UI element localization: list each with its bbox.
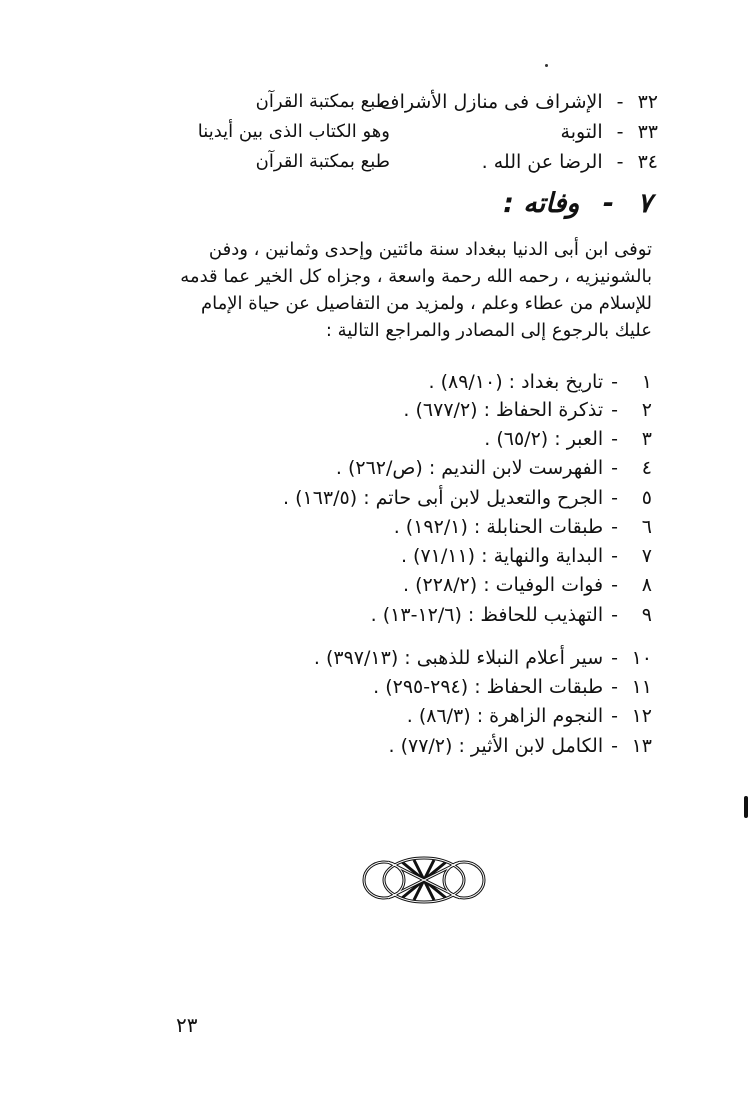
work-item (88, 118, 658, 148)
paragraph-line: عليك بالرجوع إلى المصادر والمراجع التالية : (325, 320, 652, 341)
reference-item: ٤-الفهرست لابن النديم : (ص/٢٦٢) . (336, 454, 652, 482)
reference-number: ٢ (641, 399, 652, 421)
work-title: ٣٣ - التوبة (560, 121, 658, 143)
reference-text: الجرح والتعديل لابن أبى حاتم : (١٦٣/٥) . (283, 487, 604, 509)
knot-ornament-icon (358, 848, 490, 912)
reference-text: البداية والنهاية : (٧١/١١) . (400, 545, 604, 567)
work-note: طبع بمكتبة القرآن (255, 91, 390, 112)
reference-number: ١١ (631, 676, 652, 698)
work-title-text: الرضا عن الله . (481, 151, 603, 173)
reference-item: ١٠-سير أعلام النبلاء للذهبى : (٣٩٧/١٣) . (314, 644, 652, 672)
reference-text: فوات الوفيات : (٢٢٨/٢) . (403, 574, 604, 596)
paragraph-line: توفى ابن أبى الدنيا ببغداد سنة مائتين وإحدى وثمانين ، ودفن (208, 239, 652, 260)
reference-item: ١٣-الكامل لابن الأثير : (٧٧/٢) . (389, 732, 653, 760)
reference-item: ٨-فوات الوفيات : (٢٢٨/٢) . (403, 571, 652, 599)
work-title: ٣٢ - الإشراف فى منازل الأشراف (379, 91, 658, 113)
reference-text: تاريخ بغداد : (٨٩/١٠) . (428, 371, 604, 393)
reference-number: ١٢ (631, 705, 652, 727)
reference-text: تذكرة الحفاظ : (٦٧٧/٢) . (403, 399, 604, 421)
reference-text: طبقات الحفاظ : (٢٩٤-٢٩٥) . (373, 676, 604, 698)
reference-item: ٣-العبر : (٦٥/٢) . (484, 425, 652, 453)
reference-number: ٧ (641, 545, 652, 567)
work-title-text: التوبة (560, 121, 603, 143)
reference-number: ٤ (641, 457, 652, 479)
reference-item: ٩-التهذيب للحافظ : (١٢/٦-١٣) . (371, 601, 652, 629)
reference-number: ٥ (641, 487, 652, 509)
reference-number: ١ (641, 371, 652, 393)
reference-item: ٦-طبقات الحنابلة : (١٩٢/١) . (394, 513, 652, 541)
reference-number: ٦ (641, 516, 652, 538)
reference-number: ١٣ (631, 735, 652, 757)
reference-text: طبقات الحنابلة : (١٩٢/١) . (393, 516, 604, 538)
reference-text: الفهرست لابن النديم : (ص/٢٦٢) . (335, 457, 604, 479)
work-number: ٣٣ (637, 121, 658, 143)
reference-item: ٧-البداية والنهاية : (٧١/١١) . (401, 542, 652, 570)
scan-speck (545, 64, 548, 67)
paragraph-line: بالشونيزيه ، رحمه الله رحمة واسعة ، وجزاه كل الخير عما قدمه (180, 266, 652, 287)
reference-text: النجوم الزاهرة : (٨٦/٣) . (406, 705, 604, 727)
work-title-text: الإشراف فى منازل الأشراف (379, 91, 603, 113)
section-title: وفاته : (503, 188, 580, 219)
reference-item: ١٢-النجوم الزاهرة : (٨٦/٣) . (407, 702, 652, 730)
reference-number: ٣ (641, 428, 652, 450)
work-number: ٣٢ (637, 91, 658, 113)
page-number: ٢٣ (176, 1013, 198, 1037)
reference-item: ٢-تذكرة الحفاظ : (٦٧٧/٢) . (403, 396, 652, 424)
work-item (88, 148, 658, 178)
work-number: ٣٤ (637, 151, 658, 173)
reference-item: ١١-طبقات الحفاظ : (٢٩٤-٢٩٥) . (373, 673, 652, 701)
reference-text: سير أعلام النبلاء للذهبى : (٣٩٧/١٣) . (313, 647, 604, 669)
reference-text: التهذيب للحافظ : (١٢/٦-١٣) . (370, 604, 604, 626)
section-number: ٧ (637, 188, 652, 219)
work-note: وهو الكتاب الذى بين أيدينا (197, 121, 390, 142)
reference-item: ٥-الجرح والتعديل لابن أبى حاتم : (١٦٣/٥) . (283, 484, 652, 512)
reference-number: ٩ (641, 604, 652, 626)
work-note: طبع بمكتبة القرآن (255, 151, 390, 172)
reference-number: ٨ (641, 574, 652, 596)
paragraph-line: للإسلام من عطاء وعلم ، ولمزيد من التفاصيل عن حياة الإمام (200, 293, 652, 314)
reference-text: العبر : (٦٥/٢) . (484, 428, 604, 450)
work-title: ٣٤ - الرضا عن الله . (481, 151, 658, 173)
scan-edge-mark (744, 796, 748, 818)
section-heading: ٧ - وفاته : (503, 188, 652, 219)
reference-item: ١-تاريخ بغداد : (٨٩/١٠) . (429, 368, 653, 396)
reference-text: الكامل لابن الأثير : (٧٧/٢) . (388, 735, 604, 757)
reference-number: ١٠ (631, 647, 652, 669)
work-item (88, 88, 658, 118)
